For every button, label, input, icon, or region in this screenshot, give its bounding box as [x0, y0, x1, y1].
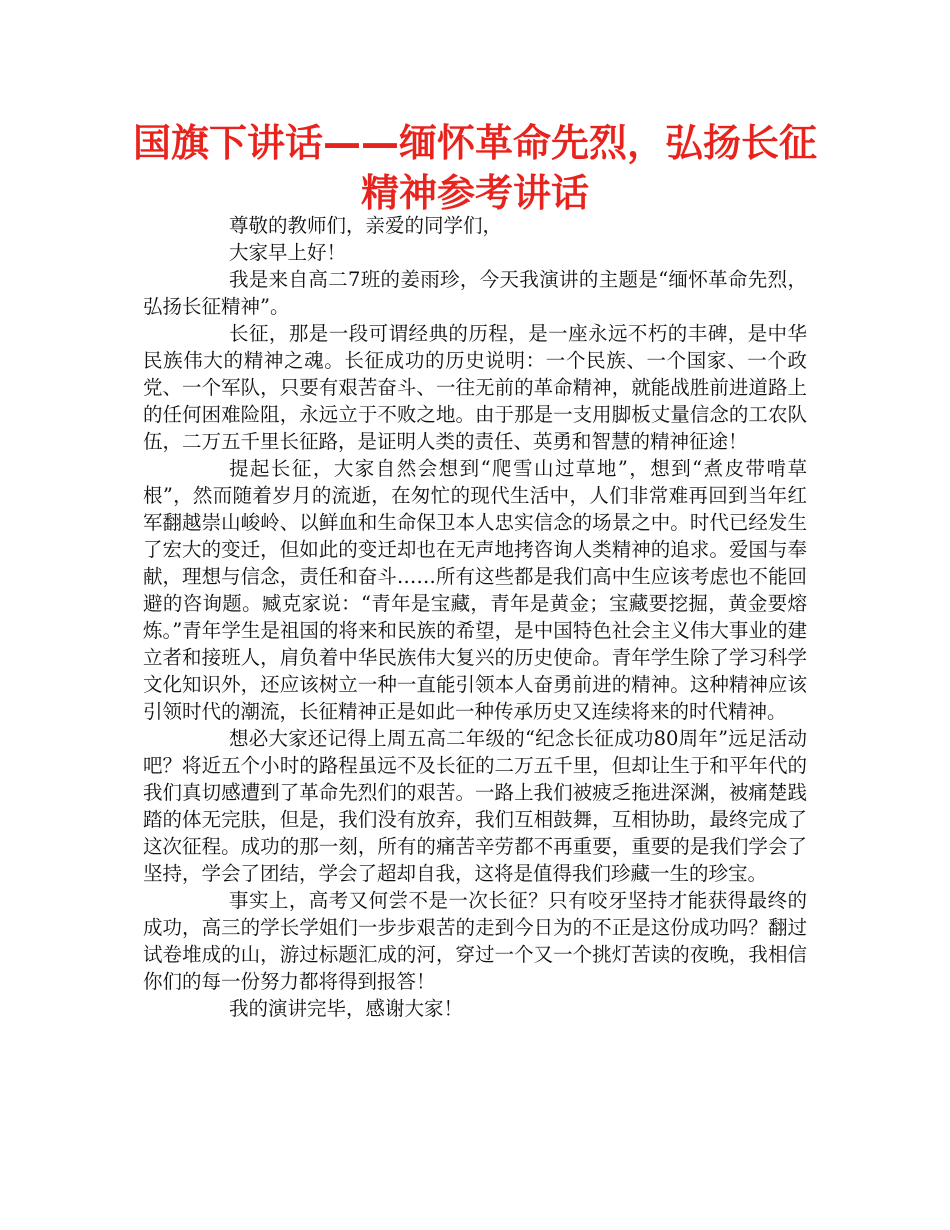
document-body [143, 212, 807, 1022]
paragraph-greeting: 大家早上好！ [229, 241, 347, 264]
document-title: 国旗下讲话——缅怀革命先烈，弘扬长征精神参考讲话 [132, 121, 817, 215]
paragraph-hike: 想必大家还记得上周五高二年级的“纪念长征成功80周年”远足活动吧？将近五个小时的路程虽远不及长征的二万五千里，但却让生于和平年代的我们真切感遭到了革命先烈们的艰苦。一路上我们被疲乏拖进深渊，被痛楚践踏的体无完肤，但是，我们没有放弃，我们互相鼓舞，互相协助，最终完成了这次征程。成功的那一刻，所有的痛苦辛劳都不再重要，重要的是我们学会了坚持，学会了团结，学会了超却自我，这将是值得我们珍藏一生的珍宝。 [143, 727, 807, 885]
paragraph-spirit: 提起长征，大家自然会想到“爬雪山过草地”，想到“煮皮带啃草根”，然而随着岁月的流逝，在匆忙的现代生活中，人们非常难再回到当年红军翻越崇山峻岭、以鲜血和生命保卫本人忠实信念的场景之中。时代已经发生了宏大的变迁，但如此的变迁却也在无声地拷咨询人类精神的追求。爱国与奉献，理想与信念，责任和奋斗……所有这些都是我们高中生应该考虑也不能回避的咨询题。臧克家说：“青年是宝藏，青年是黄金；宝藏要挖掘，黄金要熔炼。”青年学生是祖国的将来和民族的希望，是中国特色社会主义伟大事业的建立者和接班人，肩负着中华民族伟大复兴的历史使命。青年学生除了学习科学文化知识外，还应该树立一种一直能引领本人奋勇前进的精神。这种精神应该引领时代的潮流，长征精神正是如此一种传承历史又连续将来的时代精神。 [143, 457, 807, 723]
paragraph-closing: 我的演讲完毕，感谢大家！ [229, 997, 464, 1020]
paragraph-salutation: 尊敬的教师们，亲爱的同学们， [229, 214, 503, 237]
paragraph-exam: 事实上，高考又何尝不是一次长征？只有咬牙坚持才能获得最终的成功，高三的学长学姐们一步步艰苦的走到今日为的不正是这份成功吗？翻过试卷堆成的山，游过标题汇成的河，穿过一个又一个挑灯苦读的夜晚，我相信你们的每一份努力都将得到报答！ [143, 889, 807, 993]
paragraph-intro: 我是来自高二7班的姜雨珍，今天我演讲的主题是“缅怀革命先烈，弘扬长征精神”。 [143, 268, 807, 318]
paragraph-long-march: 长征，那是一段可谓经典的历程，是一座永远不朽的丰碑，是中华民族伟大的精神之魂。长征成功的历史说明：一个民族、一个国家、一个政党、一个军队，只要有艰苦奋斗、一往无前的革命精神，就能战胜前进道路上的任何困难险阻，永远立于不败之地。由于那是一支用脚板丈量信念的工农队伍，二万五千里长征路，是证明人类的责任、英勇和智慧的精神征途！ [143, 322, 807, 453]
